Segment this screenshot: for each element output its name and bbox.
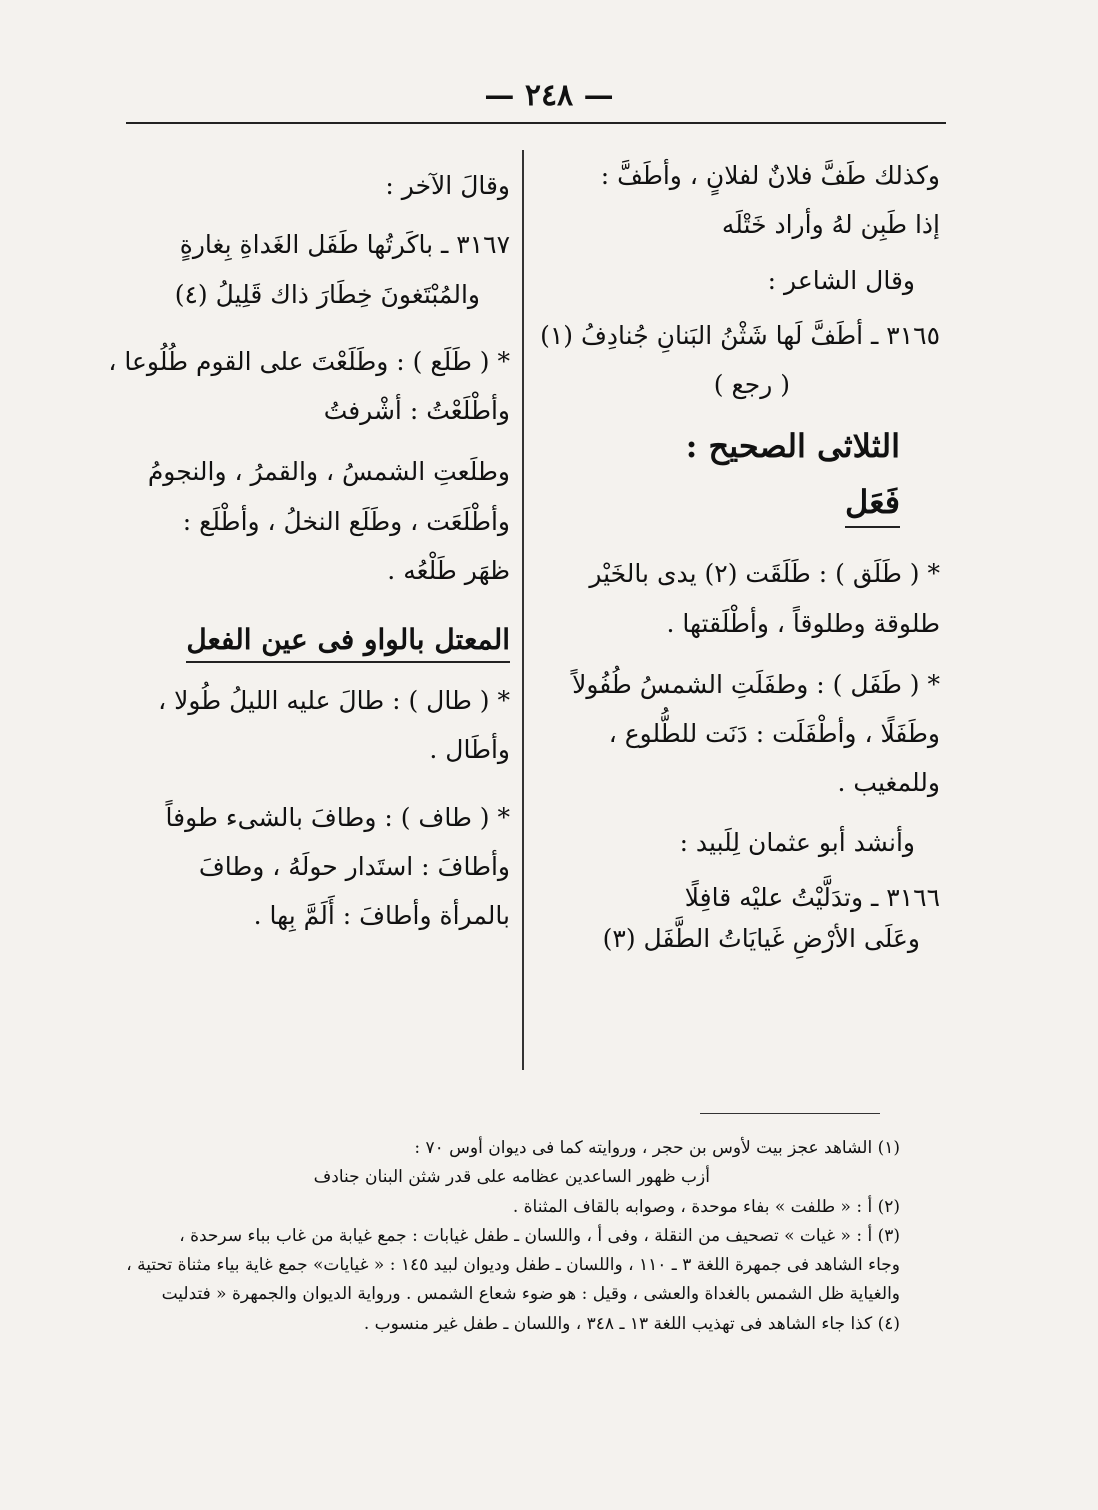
text-line: وأطَال . [429,735,510,765]
text-line: وقالَ الآخر : [385,171,510,200]
text-line: وقال الشاعر : [767,265,915,295]
text-line: ( رجع ) [713,370,790,399]
footnote-2: (٢) أ : « طلفت » بفاء موحدة ، وصوابه بالقاف المثناة . [512,1196,900,1217]
verse-3166: ٣١٦٦ ـ وتدَلَّيْتُ عليْه قافِلًا [684,882,940,912]
text-line: وأطْلَعَت ، وطَلَع النخلُ ، وأطْلَع : [182,506,510,536]
page-number: — ٢٤٨ — [484,78,614,113]
text-line: وطلَعتِ الشمسُ ، والقمرُ ، والنجومُ [147,457,510,487]
text-line: ظهَر طَلْعُه . [387,555,510,585]
footnote-4: (٤) كذا جاء الشاهد فى تهذيب اللغة ١٣ ـ ٣٤٨ ، واللسان ـ طفل غير منسوب . [363,1313,900,1334]
text-line: إذا طَبِن لهُ وأراد خَتْلَه [721,210,940,240]
text-line: وكذلك طَفَّ فلانٌ لفلانٍ ، وأطَفَّ : [600,161,940,190]
footnote-1: (١) الشاهد عجز بيت لأوس بن حجر ، وروايته كما فى ديوان أوس ٧٠ : [414,1138,900,1158]
footnotes [110,1138,900,1343]
text-line: وللمغيب . [837,768,940,798]
text-line: * ( طَلَع ) : وطَلَعْتَ على القوم طُلُوعا ، [108,346,510,376]
footnote-1-verse: أزب ظهور الساعدين عظامه على قدر شثن البنان جنادف [313,1167,710,1188]
footnote-rule [700,1113,880,1114]
text-line: بالمرأة وأطافَ : أَلَمَّ بِها . [253,901,510,930]
right-column [540,150,940,954]
text-line: وأطْلَعْتُ : أشْرفتُ [323,396,510,425]
left-column [110,150,510,931]
verse-3166-second: وعَلَى الأرْضِ غَيايَاتُ الطَّفَل (٣) [602,924,920,953]
section-title: المعتل بالواو فى عين الفعل [186,622,510,663]
text-line: * ( طاف ) : وطافَ بالشىء طوفاً [165,802,510,832]
footnote-3-cont: والغياية ظل الشمس بالغداة والعشى ، وقيل : هو ضوء شعاع الشمس . ورواية الديوان والجمهرة « فتدليت [161,1284,900,1305]
column-divider [522,150,524,1070]
text-line: طلوقة وطلوقاً ، وأطْلَقتها . [666,608,940,638]
pattern-label: فَعَل [845,482,900,528]
text-line: * ( طَفَل ) : وطفَلَتِ الشمسُ طُفُولاً [572,669,940,699]
text-line: وأنشد أبو عثمان لِلَبيد : [679,827,915,857]
text-line: * ( طَلَق ) : طَلَقَت (٢) يدى بالخَيْر [589,559,940,589]
verse-3167: ٣١٦٧ ـ باكَرتُها طَفَل الغَداةِ بِغارةٍ [179,230,510,260]
header-rule [126,122,946,124]
text-line: وأطافَ : استَدار حولَهُ ، وطافَ [198,851,510,881]
section-title: الثلاثى الصحيح : [685,427,900,466]
footnote-3-cont: وجاء الشاهد فى جمهرة اللغة ٣ ـ ١١٠ ، واللسان ـ طفل وديوان لبيد ١٤٥ : « غيايات» جمع غاية بياء مثناة تحتية ، [126,1255,900,1275]
text-line: وطَفَلًا ، وأطْفَلَت : دَنَت للطُّلوع ، [608,719,940,748]
verse-3167-second: والمُبْتَغونَ خِطَارَ ذاك قَلِيلُ (٤) [174,279,480,309]
text-line: * ( طال ) : طالَ عليه الليلُ طُولا ، [158,686,510,715]
footnote-3: (٣) أ : « غيات » تصحيف من النقلة ، وفى أ ، واللسان ـ طفل غيابات : جمع غيابة من غاب بباء سرحدة ، [179,1225,900,1246]
verse-3165: ٣١٦٥ ـ أطَفَّ لَها شَثْنُ البَنانِ جُنادِفُ (١) [540,320,940,350]
